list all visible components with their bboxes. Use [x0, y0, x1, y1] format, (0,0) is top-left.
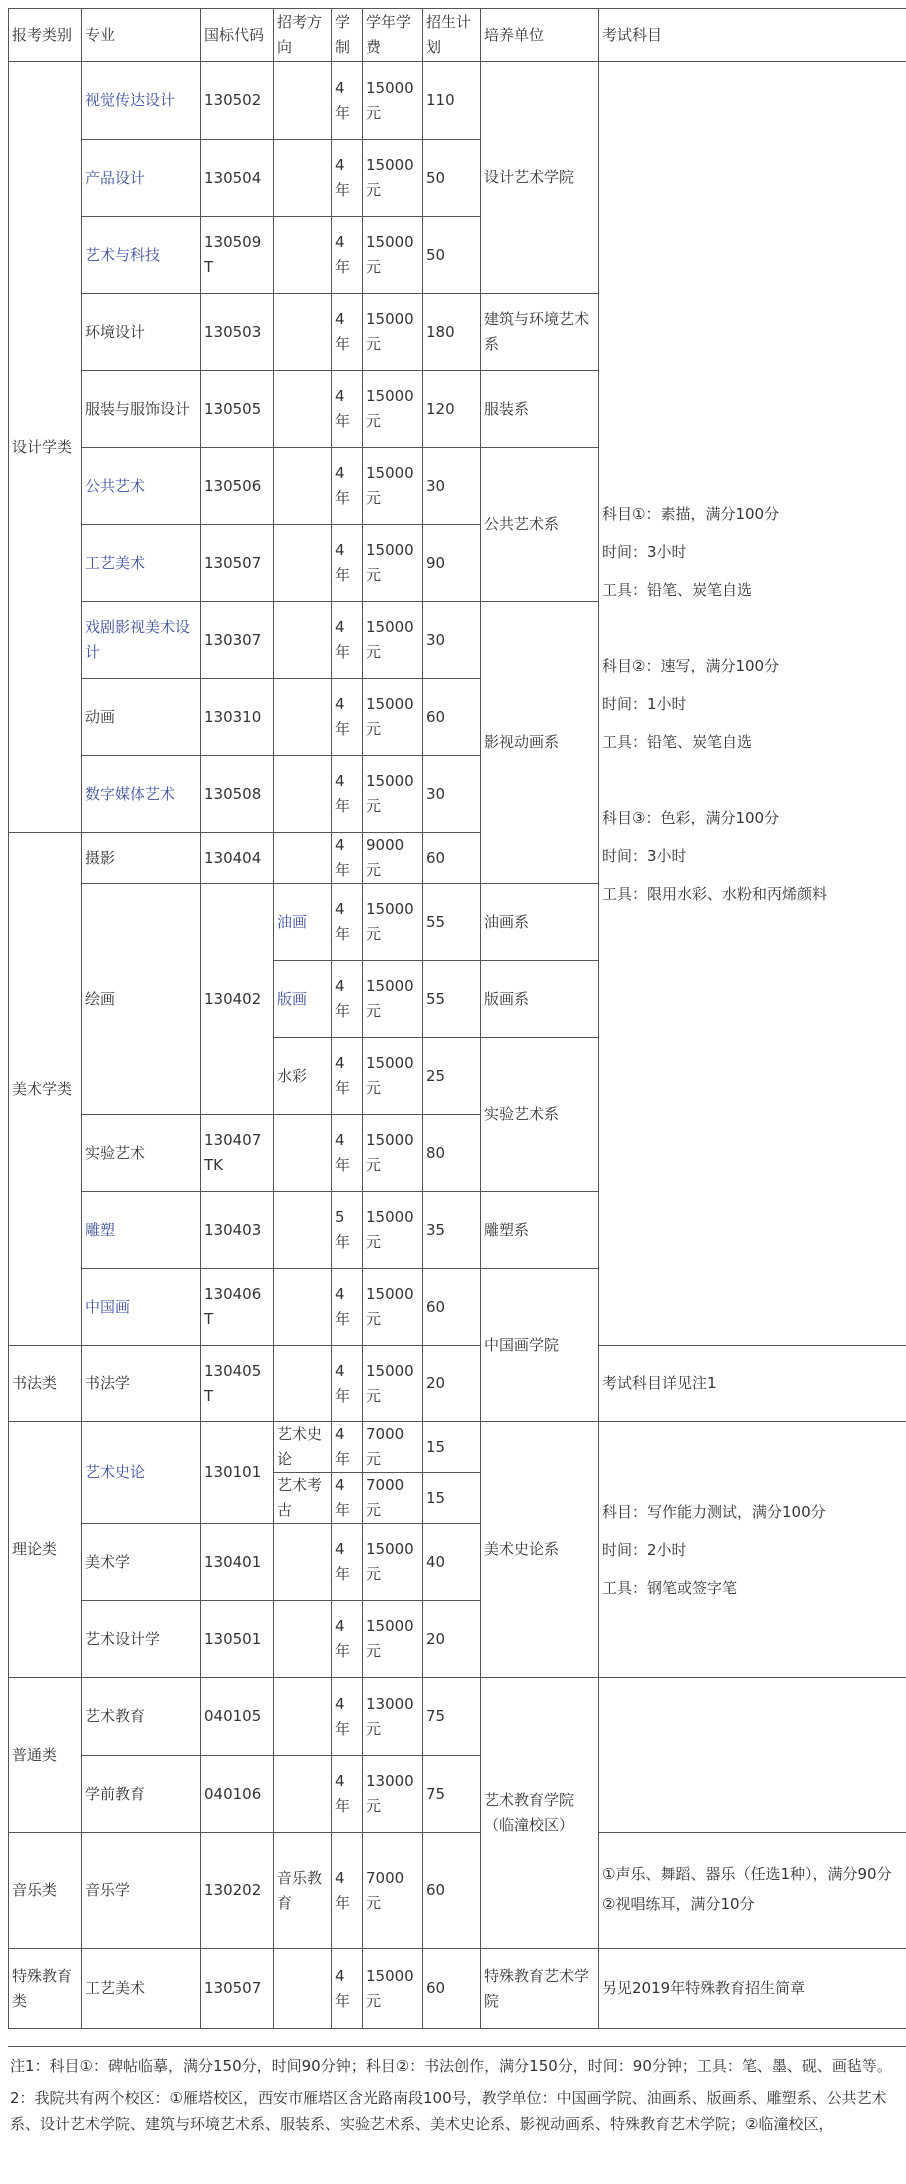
fee-cell: 15000元	[363, 1601, 423, 1678]
table-row	[9, 1346, 906, 1422]
years-cell: 4年	[332, 217, 363, 294]
direction-cell	[274, 1949, 332, 2029]
fee-cell: 15000元	[363, 679, 423, 756]
unit-cell: 中国画学院	[481, 1269, 599, 1422]
years-cell: 4年	[332, 1833, 363, 1949]
category-cell: 理论类	[9, 1422, 82, 1678]
years-cell: 4年	[332, 1756, 363, 1833]
fee-cell: 13000元	[363, 1756, 423, 1833]
code-cell: 130401	[201, 1524, 274, 1601]
fee-cell: 15000元	[363, 448, 423, 525]
major-cell: 动画	[82, 679, 201, 756]
code-cell: 130307	[201, 602, 274, 679]
direction-cell: 音乐教育	[274, 1833, 332, 1949]
code-cell: 130505	[201, 371, 274, 448]
plan-cell: 60	[423, 1269, 481, 1346]
direction-cell	[274, 140, 332, 217]
category-cell: 特殊教育类	[9, 1949, 82, 2029]
direction-cell	[274, 217, 332, 294]
direction-cell	[274, 679, 332, 756]
major-link[interactable]: 戏剧影视美术设计	[82, 602, 201, 679]
exam-line: ②视唱练耳，满分10分	[602, 1894, 755, 1913]
major-link[interactable]: 产品设计	[82, 140, 201, 217]
years-cell: 4年	[332, 1115, 363, 1192]
fee-cell: 13000元	[363, 1678, 423, 1756]
plan-cell: 75	[423, 1756, 481, 1833]
unit-cell: 建筑与环境艺术系	[481, 294, 599, 371]
exam-line: 科目②：速写，满分100分	[602, 656, 780, 675]
code-cell: 130405T	[201, 1346, 274, 1422]
direction-cell	[274, 448, 332, 525]
fee-cell: 15000元	[363, 1192, 423, 1269]
major-link[interactable]: 艺术史论	[82, 1422, 201, 1524]
fee-cell: 15000元	[363, 140, 423, 217]
unit-cell: 服装系	[481, 371, 599, 448]
exam-cell-design-art	[599, 62, 906, 1346]
notes-section	[8, 2046, 906, 2137]
header-cell: 培养单位	[481, 9, 599, 62]
fee-cell: 7000元	[363, 1422, 423, 1473]
code-cell: 130404	[201, 833, 274, 884]
code-cell: 130502	[201, 62, 274, 140]
table-row	[9, 1949, 906, 2029]
table-row	[9, 1678, 906, 1756]
major-cell: 书法学	[82, 1346, 201, 1422]
years-cell: 4年	[332, 961, 363, 1038]
header-cell: 招考方向	[274, 9, 332, 62]
major-link[interactable]: 艺术与科技	[82, 217, 201, 294]
years-cell: 4年	[332, 884, 363, 961]
exam-line: 工具：钢笔或签字笔	[602, 1578, 738, 1597]
plan-cell: 35	[423, 1192, 481, 1269]
code-cell: 130501	[201, 1601, 274, 1678]
direction-cell	[274, 371, 332, 448]
exam-line: 时间：3小时	[602, 846, 687, 865]
direction-cell	[274, 833, 332, 884]
code-cell: 130506	[201, 448, 274, 525]
exam-line: 时间：2小时	[602, 1540, 687, 1559]
direction-cell	[274, 62, 332, 140]
plan-cell: 180	[423, 294, 481, 371]
direction-cell	[274, 1601, 332, 1678]
header-cell: 报考类别	[9, 9, 82, 62]
exam-line: 工具：限用水彩、水粉和丙烯颜料	[602, 884, 828, 903]
major-cell: 服装与服饰设计	[82, 371, 201, 448]
fee-cell: 7000元	[363, 1473, 423, 1524]
unit-cell: 雕塑系	[481, 1192, 599, 1269]
major-cell: 学前教育	[82, 1756, 201, 1833]
plan-cell: 40	[423, 1524, 481, 1601]
plan-cell: 55	[423, 884, 481, 961]
years-cell: 4年	[332, 448, 363, 525]
fee-cell: 15000元	[363, 756, 423, 833]
category-cell: 书法类	[9, 1346, 82, 1422]
exam-line: 科目①：素描，满分100分	[602, 504, 780, 523]
major-cell: 艺术设计学	[82, 1601, 201, 1678]
years-cell: 4年	[332, 833, 363, 884]
plan-cell: 30	[423, 756, 481, 833]
code-cell: 130507	[201, 1949, 274, 2029]
header-cell: 国标代码	[201, 9, 274, 62]
code-cell: 130101	[201, 1422, 274, 1524]
years-cell: 4年	[332, 602, 363, 679]
plan-cell: 30	[423, 448, 481, 525]
direction-cell	[274, 525, 332, 602]
exam-line: 时间：1小时	[602, 694, 687, 713]
plan-cell: 60	[423, 1833, 481, 1949]
fee-cell: 15000元	[363, 371, 423, 448]
table-header-row	[9, 9, 906, 62]
exam-cell-general	[599, 1678, 906, 1833]
code-cell: 130508	[201, 756, 274, 833]
direction-cell	[274, 1269, 332, 1346]
unit-cell: 美术史论系	[481, 1422, 599, 1678]
major-cell: 摄影	[82, 833, 201, 884]
major-cell: 美术学	[82, 1524, 201, 1601]
unit-cell: 特殊教育艺术学院	[481, 1949, 599, 2029]
years-cell: 4年	[332, 62, 363, 140]
code-cell: 040106	[201, 1756, 274, 1833]
plan-cell: 55	[423, 961, 481, 1038]
unit-cell: 公共艺术系	[481, 448, 599, 602]
years-cell: 4年	[332, 1269, 363, 1346]
plan-cell: 25	[423, 1038, 481, 1115]
major-link[interactable]: 数字媒体艺术	[82, 756, 201, 833]
years-cell: 4年	[332, 294, 363, 371]
major-cell: 绘画	[82, 884, 201, 1115]
code-cell: 130509T	[201, 217, 274, 294]
unit-cell: 影视动画系	[481, 602, 599, 884]
years-cell: 4年	[332, 140, 363, 217]
plan-cell: 20	[423, 1601, 481, 1678]
years-cell: 4年	[332, 525, 363, 602]
fee-cell: 15000元	[363, 961, 423, 1038]
fee-cell: 15000元	[363, 1949, 423, 2029]
fee-cell: 15000元	[363, 525, 423, 602]
exam-line: 科目：写作能力测试，满分100分	[602, 1502, 826, 1521]
fee-cell: 7000元	[363, 1833, 423, 1949]
code-cell: 130202	[201, 1833, 274, 1949]
years-cell: 4年	[332, 1949, 363, 2029]
note-2: 2：我院共有两个校区：①雁塔校区，西安市雁塔区含光路南段100号，教学单位：中国画学院、油画系、版画系、雕塑系、公共艺术系、设计艺术学院、建筑与环境艺术系、服装系、实验艺术系、美术史论系、影视动画系、特殊教育艺术学院；②临潼校区，	[10, 2089, 887, 2133]
header-cell: 学制	[332, 9, 363, 62]
plan-cell: 60	[423, 1949, 481, 2029]
exam-line: 工具：铅笔、炭笔自选	[602, 732, 753, 751]
plan-cell: 15	[423, 1422, 481, 1473]
unit-cell: 油画系	[481, 884, 599, 961]
header-cell: 考试科目	[599, 9, 906, 62]
fee-cell: 15000元	[363, 217, 423, 294]
code-cell: 040105	[201, 1678, 274, 1756]
fee-cell: 15000元	[363, 1524, 423, 1601]
exam-line: 时间：3小时	[602, 542, 687, 561]
years-cell: 4年	[332, 371, 363, 448]
years-cell: 4年	[332, 1346, 363, 1422]
major-link[interactable]: 视觉传达设计	[82, 62, 201, 140]
code-cell: 130406T	[201, 1269, 274, 1346]
direction-cell	[274, 756, 332, 833]
major-link[interactable]: 工艺美术	[82, 525, 201, 602]
exam-cell-music	[599, 1833, 906, 1949]
years-cell: 4年	[332, 679, 363, 756]
years-cell: 4年	[332, 1524, 363, 1601]
major-link[interactable]: 雕塑	[82, 1192, 201, 1269]
fee-cell: 15000元	[363, 294, 423, 371]
code-cell: 130507	[201, 525, 274, 602]
unit-cell: 实验艺术系	[481, 1038, 599, 1192]
exam-cell-theory	[599, 1422, 906, 1678]
header-cell: 专业	[82, 9, 201, 62]
code-cell: 130407TK	[201, 1115, 274, 1192]
direction-cell	[274, 1756, 332, 1833]
direction-link[interactable]: 版画	[274, 961, 332, 1038]
category-cell: 音乐类	[9, 1833, 82, 1949]
major-link[interactable]: 公共艺术	[82, 448, 201, 525]
direction-cell	[274, 1678, 332, 1756]
direction-cell	[274, 294, 332, 371]
plan-cell: 30	[423, 602, 481, 679]
plan-cell: 120	[423, 371, 481, 448]
major-cell: 艺术教育	[82, 1678, 201, 1756]
note-1: 注1：科目①：碑帖临摹，满分150分，时间90分钟；科目②：书法创作，满分150分，时间：90分钟；工具：笔、墨、砚、画毡等。	[10, 2057, 892, 2075]
direction-link[interactable]: 油画	[274, 884, 332, 961]
fee-cell: 9000元	[363, 833, 423, 884]
table-row	[9, 62, 906, 140]
fee-cell: 15000元	[363, 1115, 423, 1192]
code-cell: 130310	[201, 679, 274, 756]
years-cell: 5年	[332, 1192, 363, 1269]
unit-cell: 设计艺术学院	[481, 62, 599, 294]
years-cell: 4年	[332, 1422, 363, 1473]
admissions-table	[8, 8, 906, 2029]
plan-cell: 90	[423, 525, 481, 602]
fee-cell: 15000元	[363, 1269, 423, 1346]
years-cell: 4年	[332, 1678, 363, 1756]
plan-cell: 80	[423, 1115, 481, 1192]
exam-cell-special: 另见2019年特殊教育招生简章	[599, 1949, 906, 2029]
fee-cell: 15000元	[363, 602, 423, 679]
direction-cell: 艺术史论	[274, 1422, 332, 1473]
table-row	[9, 1833, 906, 1949]
exam-line: ①声乐、舞蹈、器乐（任选1种），满分90分	[602, 1864, 892, 1883]
plan-cell: 60	[423, 679, 481, 756]
category-cell: 普通类	[9, 1678, 82, 1833]
table-row	[9, 1422, 906, 1473]
code-cell: 130403	[201, 1192, 274, 1269]
plan-cell: 50	[423, 140, 481, 217]
exam-line: 科目③：色彩，满分100分	[602, 808, 780, 827]
fee-cell: 15000元	[363, 1346, 423, 1422]
years-cell: 4年	[332, 1038, 363, 1115]
years-cell: 4年	[332, 1601, 363, 1678]
document-page	[8, 8, 906, 2184]
category-cell: 美术学类	[9, 833, 82, 1346]
major-cell: 环境设计	[82, 294, 201, 371]
direction-cell: 艺术考古	[274, 1473, 332, 1524]
unit-cell: 版画系	[481, 961, 599, 1038]
code-cell: 130503	[201, 294, 274, 371]
plan-cell: 15	[423, 1473, 481, 1524]
direction-cell	[274, 1192, 332, 1269]
major-cell: 实验艺术	[82, 1115, 201, 1192]
header-cell: 学年学费	[363, 9, 423, 62]
direction-cell	[274, 602, 332, 679]
plan-cell: 75	[423, 1678, 481, 1756]
plan-cell: 60	[423, 833, 481, 884]
plan-cell: 50	[423, 217, 481, 294]
fee-cell: 15000元	[363, 884, 423, 961]
exam-line: 工具：铅笔、炭笔自选	[602, 580, 753, 599]
years-cell: 4年	[332, 1473, 363, 1524]
plan-cell: 110	[423, 62, 481, 140]
years-cell: 4年	[332, 756, 363, 833]
plan-cell: 20	[423, 1346, 481, 1422]
fee-cell: 15000元	[363, 62, 423, 140]
code-cell: 130504	[201, 140, 274, 217]
major-cell: 工艺美术	[82, 1949, 201, 2029]
category-cell: 设计学类	[9, 62, 82, 833]
major-cell: 音乐学	[82, 1833, 201, 1949]
direction-cell	[274, 1524, 332, 1601]
fee-cell: 15000元	[363, 1038, 423, 1115]
code-cell: 130402	[201, 884, 274, 1115]
major-link[interactable]: 中国画	[82, 1269, 201, 1346]
header-cell: 招生计划	[423, 9, 481, 62]
exam-cell-calligraphy: 考试科目详见注1	[599, 1346, 906, 1422]
unit-cell: 艺术教育学院（临潼校区）	[481, 1678, 599, 1949]
direction-cell	[274, 1346, 332, 1422]
direction-cell: 水彩	[274, 1038, 332, 1115]
direction-cell	[274, 1115, 332, 1192]
